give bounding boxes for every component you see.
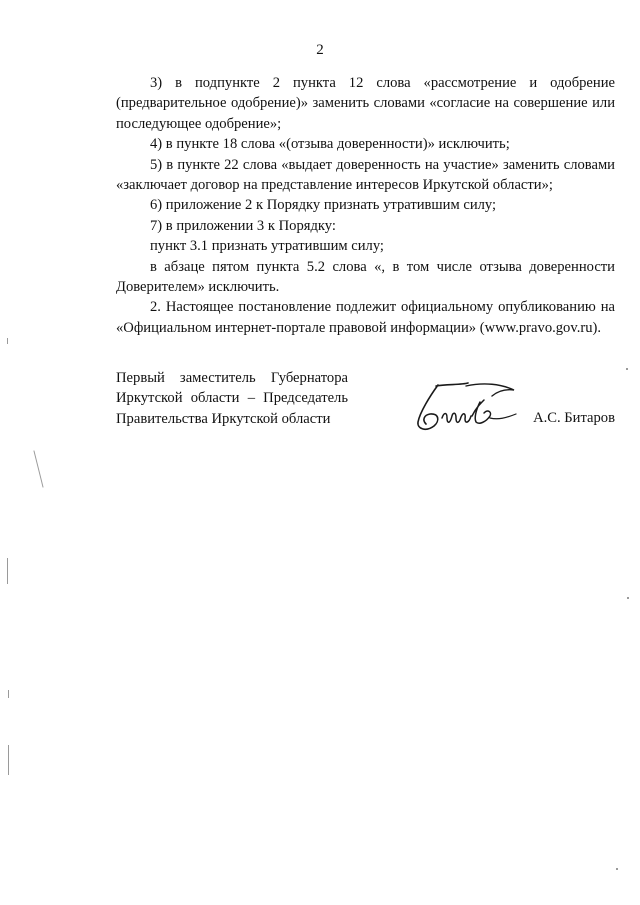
page-number: 2 bbox=[316, 42, 324, 58]
signatory-position-line: Правительства Иркутской области bbox=[116, 410, 331, 427]
handwritten-signature bbox=[406, 378, 521, 438]
signature-block bbox=[116, 368, 615, 458]
paragraph-subitem-point-3-1: пункт 3.1 признать утратившим силу; bbox=[150, 238, 384, 255]
paragraph-item-3: 3) в подпункте 2 пункта 12 слова «рассмотрение и одобрение (предварительное одобрение)» заменить словами «согласие на совершение или последующее одобрение»; bbox=[116, 75, 615, 132]
signatory-name: А.С. Битаров bbox=[533, 410, 615, 426]
scan-artifact bbox=[7, 338, 8, 344]
paragraph-item-4: 4) в пункте 18 слова «(отзыва доверенности)» исключить; bbox=[150, 136, 510, 153]
signatory-position bbox=[116, 368, 348, 429]
paragraph-item-7: 7) в приложении 3 к Порядку: bbox=[150, 217, 336, 234]
signatory-position-line: Иркутской области – Председатель bbox=[116, 390, 348, 407]
paragraph-item-6: 6) приложение 2 к Порядку признать утратившим силу; bbox=[150, 197, 497, 214]
document-body bbox=[116, 73, 615, 338]
scan-artifact bbox=[627, 597, 629, 599]
scan-artifact bbox=[7, 558, 8, 584]
paragraph-publication-clause: 2. Настоящее постановление подлежит официальному опубликованию на «Официальном интернет-портале правовой информации» (www.pravo.gov.ru). bbox=[116, 299, 615, 336]
paragraph-subitem-point-5-2: в абзаце пятом пункта 5.2 слова «, в том числе отзыва доверенности Доверителем» исключить. bbox=[116, 258, 615, 296]
scan-artifact bbox=[8, 690, 9, 698]
scan-artifact bbox=[616, 868, 618, 870]
signatory-position-line: Первый заместитель Губернатора bbox=[116, 370, 348, 386]
scan-artifact bbox=[626, 368, 628, 370]
paragraph-item-5: 5) в пункте 22 слова «выдает доверенность на участие» заменить словами «заключает договор на представление интересов Иркутской области»; bbox=[116, 156, 615, 194]
scan-artifact bbox=[33, 450, 43, 487]
scan-artifact bbox=[8, 745, 9, 775]
